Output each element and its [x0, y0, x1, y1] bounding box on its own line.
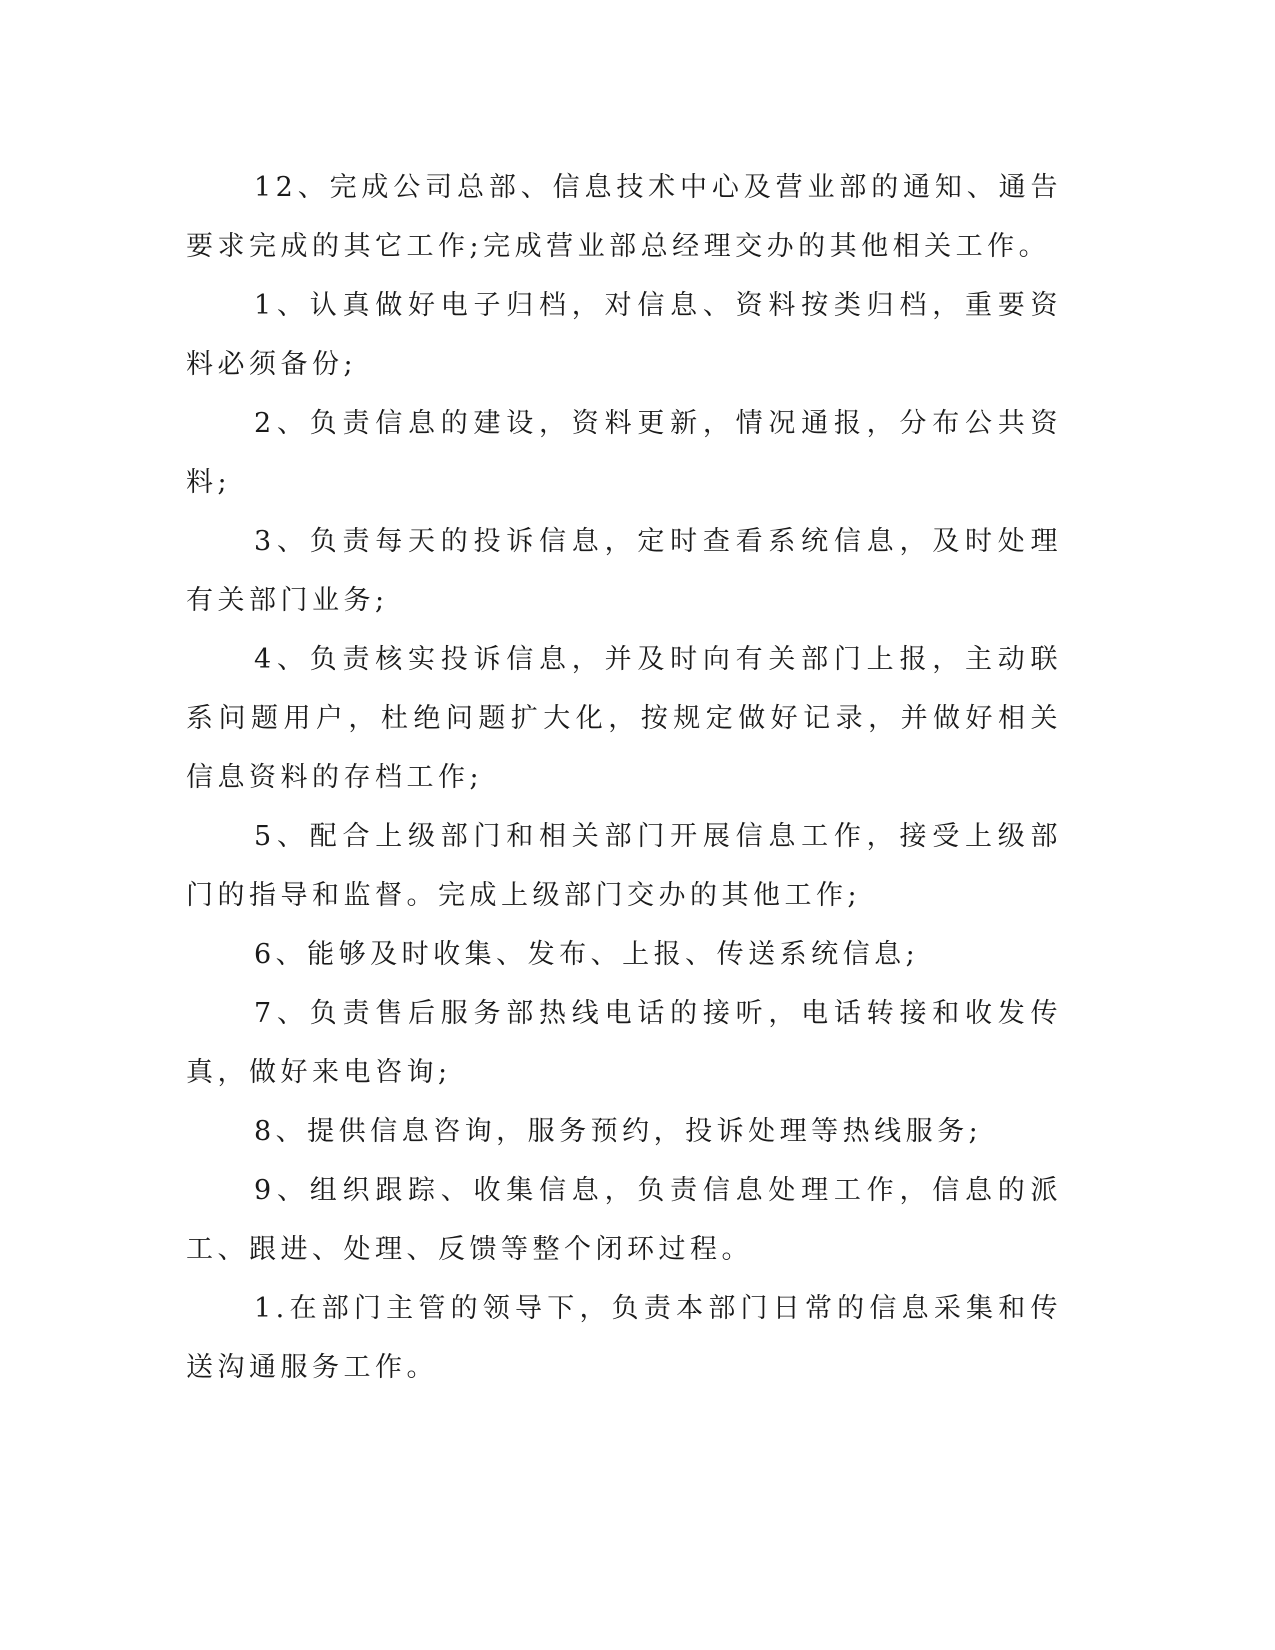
- paragraph-item-5-cooperate: 5、配合上级部门和相关部门开展信息工作，接受上级部门的指导和监督。完成上级部门交办的其他工作;: [186, 821, 1062, 911]
- paragraph-item-1-supervisor: 1.在部门主管的领导下，负责本部门日常的信息采集和传送沟通服务工作。: [186, 1293, 1062, 1383]
- paragraph-item-3-daily-complaints: 3、负责每天的投诉信息，定时查看系统信息，及时处理有关部门业务;: [186, 526, 1062, 616]
- paragraph-item-7-hotline: 7、负责售后服务部热线电话的接听，电话转接和收发传真，做好来电咨询;: [186, 998, 1062, 1088]
- paragraph-item-6-collect-publish: 6、能够及时收集、发布、上报、传送系统信息;: [254, 939, 920, 970]
- paragraph-item-12: 12、完成公司总部、信息技术中心及营业部的通知、通告要求完成的其它工作;完成营业部总经理交办的其他相关工作。: [186, 172, 1062, 262]
- paragraph-item-8-consulting: 8、提供信息咨询，服务预约，投诉处理等热线服务;: [254, 1116, 983, 1147]
- paragraph-item-1-archiving: 1、认真做好电子归档，对信息、资料按类归档，重要资料必须备份;: [186, 290, 1062, 380]
- paragraph-item-9-tracking: 9、组织跟踪、收集信息，负责信息处理工作，信息的派工、跟进、处理、反馈等整个闭环过程。: [186, 1175, 1062, 1265]
- paragraph-item-4-verify-complaints: 4、负责核实投诉信息，并及时向有关部门上报，主动联系问题用户，杜绝问题扩大化，按规定做好记录，并做好相关信息资料的存档工作;: [186, 644, 1062, 793]
- paragraph-item-2-info-building: 2、负责信息的建设，资料更新，情况通报，分布公共资料;: [186, 408, 1062, 498]
- document-body: [186, 158, 1062, 1397]
